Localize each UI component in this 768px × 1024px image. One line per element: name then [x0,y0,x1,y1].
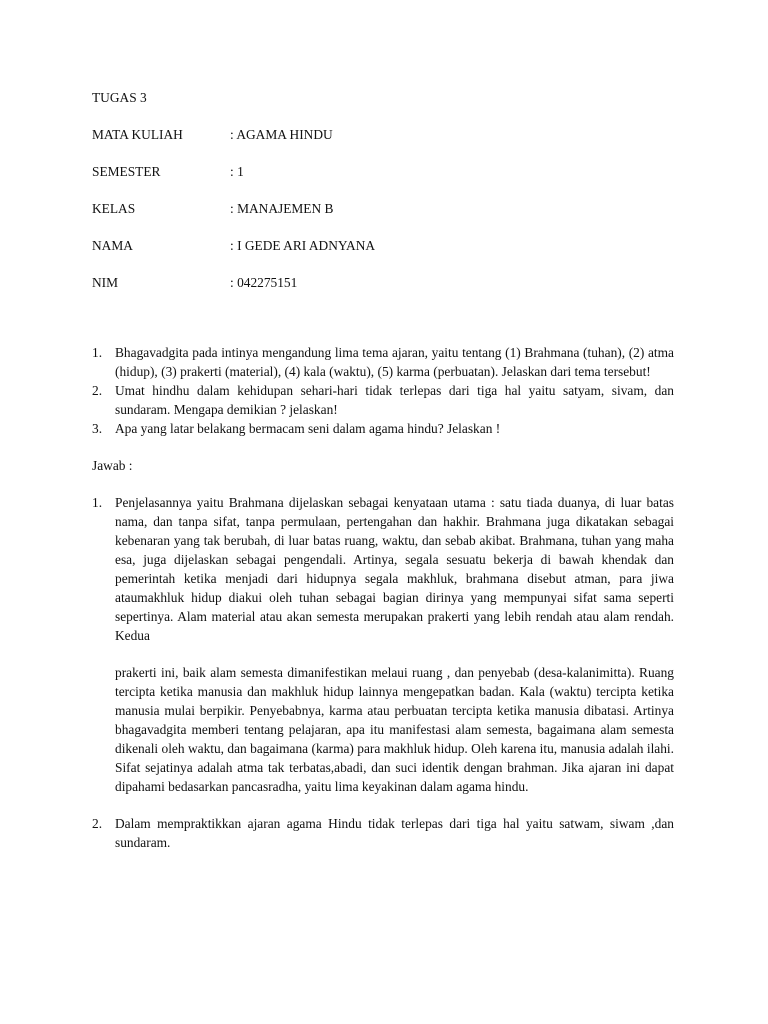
question-text: Umat hindhu dalam kehidupan sehari-hari tidak terlepas dari tiga hal yaitu satyam, sivam, dan sundaram. Mengapa demikian ? jelaskan! [115,383,674,417]
info-value: : 1 [230,164,244,179]
answer-text: Dalam mempraktikkan ajaran agama Hindu tidak terlepas dari tiga hal yaitu satwam, siwam ,dan sundaram. [115,816,674,850]
question-number: 3. [92,421,103,436]
document-title: TUGAS 3 [92,90,147,105]
question-list [92,343,674,438]
answer-continuation: prakerti ini, baik alam semesta dimanifestikan melaui ruang , dan penyebab (desa-kalanimitta). Ruang tercipta ketika manusia dan makhluk hidup lainnya mengepatkan badan. Kala (waktu) tercipta ketika manusia mulai berpikir. Penyebabnya, karma atau perbuatan tercipta ketika manusia dibatasi. Artinya bhagavadgita memberi tentang pelajaran, apa itu manifestasi alam semesta, bagaimana alam semesta dikenali oleh waktu, dan bagaimana (karma) para makhluk hidup. Oleh karena itu, manusia adalah ilahi. Sifat sejatinya adalah atma tak terbatas,abadi, dan suci identik dengan brahman. Jika ajaran ini dapat dipahami bedasarkan pancasradha, yaitu lima keyakinan dalam agama hindu. [115,665,674,794]
info-row-class [92,199,674,218]
answer-number: 2. [92,816,103,831]
info-label: NAMA [92,238,133,253]
answer-text: Penjelasannya yaitu Brahmana dijelaskan sebagai kenyataan utama : satu tiada duanya, di luar batas nama, dan tanpa sifat, tanpa permulaan, pertengahan dan hakhir. Brahmana juga dikatakan sebagai kebenaran yang tak berubah, di luar batas ruang, waktu, dan sebab akibat. Brahmana, tuhan yang maha esa, juga dijelaskan sebagai pengendali. Artinya, segala sesuatu bekerja di bawah khendak dan pemerintah ketika menjadi dari hidupnya segala makhluk, brahmana disebut atman, para jiwa ataumakhluk hidup diakui oleh tuhan sebagai bagian dirinya yang mempunyai sifat sama seperti sepertinya. Alam material atau akan semesta merupakan prakerti yang lebih rendah atau alam rendah. Kedua [115,495,674,643]
info-row-semester [92,162,674,181]
info-label: SEMESTER [92,164,161,179]
question-text: Bhagavadgita pada intinya mengandung lima tema ajaran, yaitu tentang (1) Brahmana (tuhan), (2) atma (hidup), (3) prakerti (material), (4) kala (waktu), (5) karma (perbuatan). Jelaskan dari tema tersebut! [115,345,674,379]
question-item [92,419,674,438]
info-label: MATA KULIAH [92,127,183,142]
info-row-course [92,125,674,144]
question-item [92,381,674,419]
answer-list [92,493,674,852]
info-value: : AGAMA HINDU [230,127,333,142]
info-label: NIM [92,275,119,290]
question-item [92,343,674,381]
info-value: : 042275151 [230,275,298,290]
info-row-nim [92,273,674,292]
info-row-name [92,236,674,255]
answer-item [92,493,674,645]
info-value: : I GEDE ARI ADNYANA [230,238,376,253]
answer-item [92,814,674,852]
question-number: 2. [92,383,103,398]
info-value: : MANAJEMEN B [230,201,334,216]
document-page [92,88,674,852]
info-label: KELAS [92,201,136,216]
answer-heading: Jawab : [92,458,133,473]
answer-number: 1. [92,495,103,510]
question-text: Apa yang latar belakang bermacam seni dalam agama hindu? Jelaskan ! [115,421,501,436]
question-number: 1. [92,345,103,360]
